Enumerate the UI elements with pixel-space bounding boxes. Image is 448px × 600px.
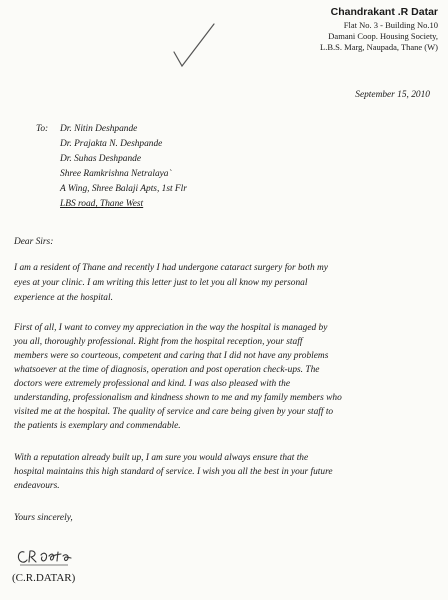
paragraph-line: eyes at your clinic. I am writing this letter just to let you all know my personal — [14, 278, 308, 288]
recipient-line: LBS road, Thane West — [60, 199, 144, 209]
paragraph-line: members were so courteous, competent and caring that I did not have any problems — [14, 351, 329, 361]
to-label: To: — [36, 124, 49, 134]
paragraph-line: visited me at the hospital. The quality of service and care being given by your staff to — [14, 407, 334, 417]
paragraph-line: understanding, professionalism and kindness shown to me and my family members who — [14, 393, 342, 403]
paragraph-line: the patients is exemplary and commendable. — [14, 421, 181, 431]
paragraph-line: whatsoever at the time of diagnosis, operation and post operation check-ups. The — [14, 365, 320, 375]
recipient-line: Dr. Suhas Deshpande — [60, 154, 141, 164]
recipient-line: Shree Ramkrishna Netralaya` — [60, 169, 172, 179]
paragraph-line: experience at the hospital. — [14, 293, 113, 303]
salutation: Dear Sirs: — [14, 237, 54, 247]
recipient-line: A Wing, Shree Balaji Apts, 1st Flr — [60, 184, 187, 194]
check-mark-icon — [172, 22, 216, 68]
signatory-name: (C.R.DATAR) — [12, 572, 76, 584]
recipient-line: Dr. Prajakta N. Deshpande — [60, 139, 163, 149]
sender-address-line: L.B.S. Marg, Naupada, Thane (W) — [320, 42, 438, 52]
closing: Yours sincerely, — [14, 513, 73, 523]
paragraph-line: First of all, I want to convey my appreciation in the way the hospital is managed by — [14, 323, 328, 333]
handwritten-signature — [14, 546, 74, 568]
sender-address-line: Flat No. 3 - Building No.10 — [343, 20, 438, 30]
sender-name: Chandrakant .R Datar — [330, 6, 438, 18]
paragraph-line: endeavours. — [14, 481, 60, 491]
paragraph-line: I am a resident of Thane and recently I had undergone cataract surgery for both my — [14, 263, 328, 273]
recipient-line: Dr. Nitin Deshpande — [60, 124, 138, 134]
sender-address-line: Damani Coop. Housing Society, — [328, 31, 438, 41]
paragraph-line: you all, thoroughly professional. Right from the hospital reception, your staff — [14, 337, 303, 347]
paragraph-line: With a reputation already built up, I am sure you would always ensure that the — [14, 453, 309, 463]
paragraph-line: doctors were extremely professional and kind. I was also pleased with the — [14, 379, 291, 389]
paragraph-line: hospital maintains this high standard of service. I wish you all the best in your future — [14, 467, 333, 477]
letter-date: September 15, 2010 — [355, 90, 430, 100]
